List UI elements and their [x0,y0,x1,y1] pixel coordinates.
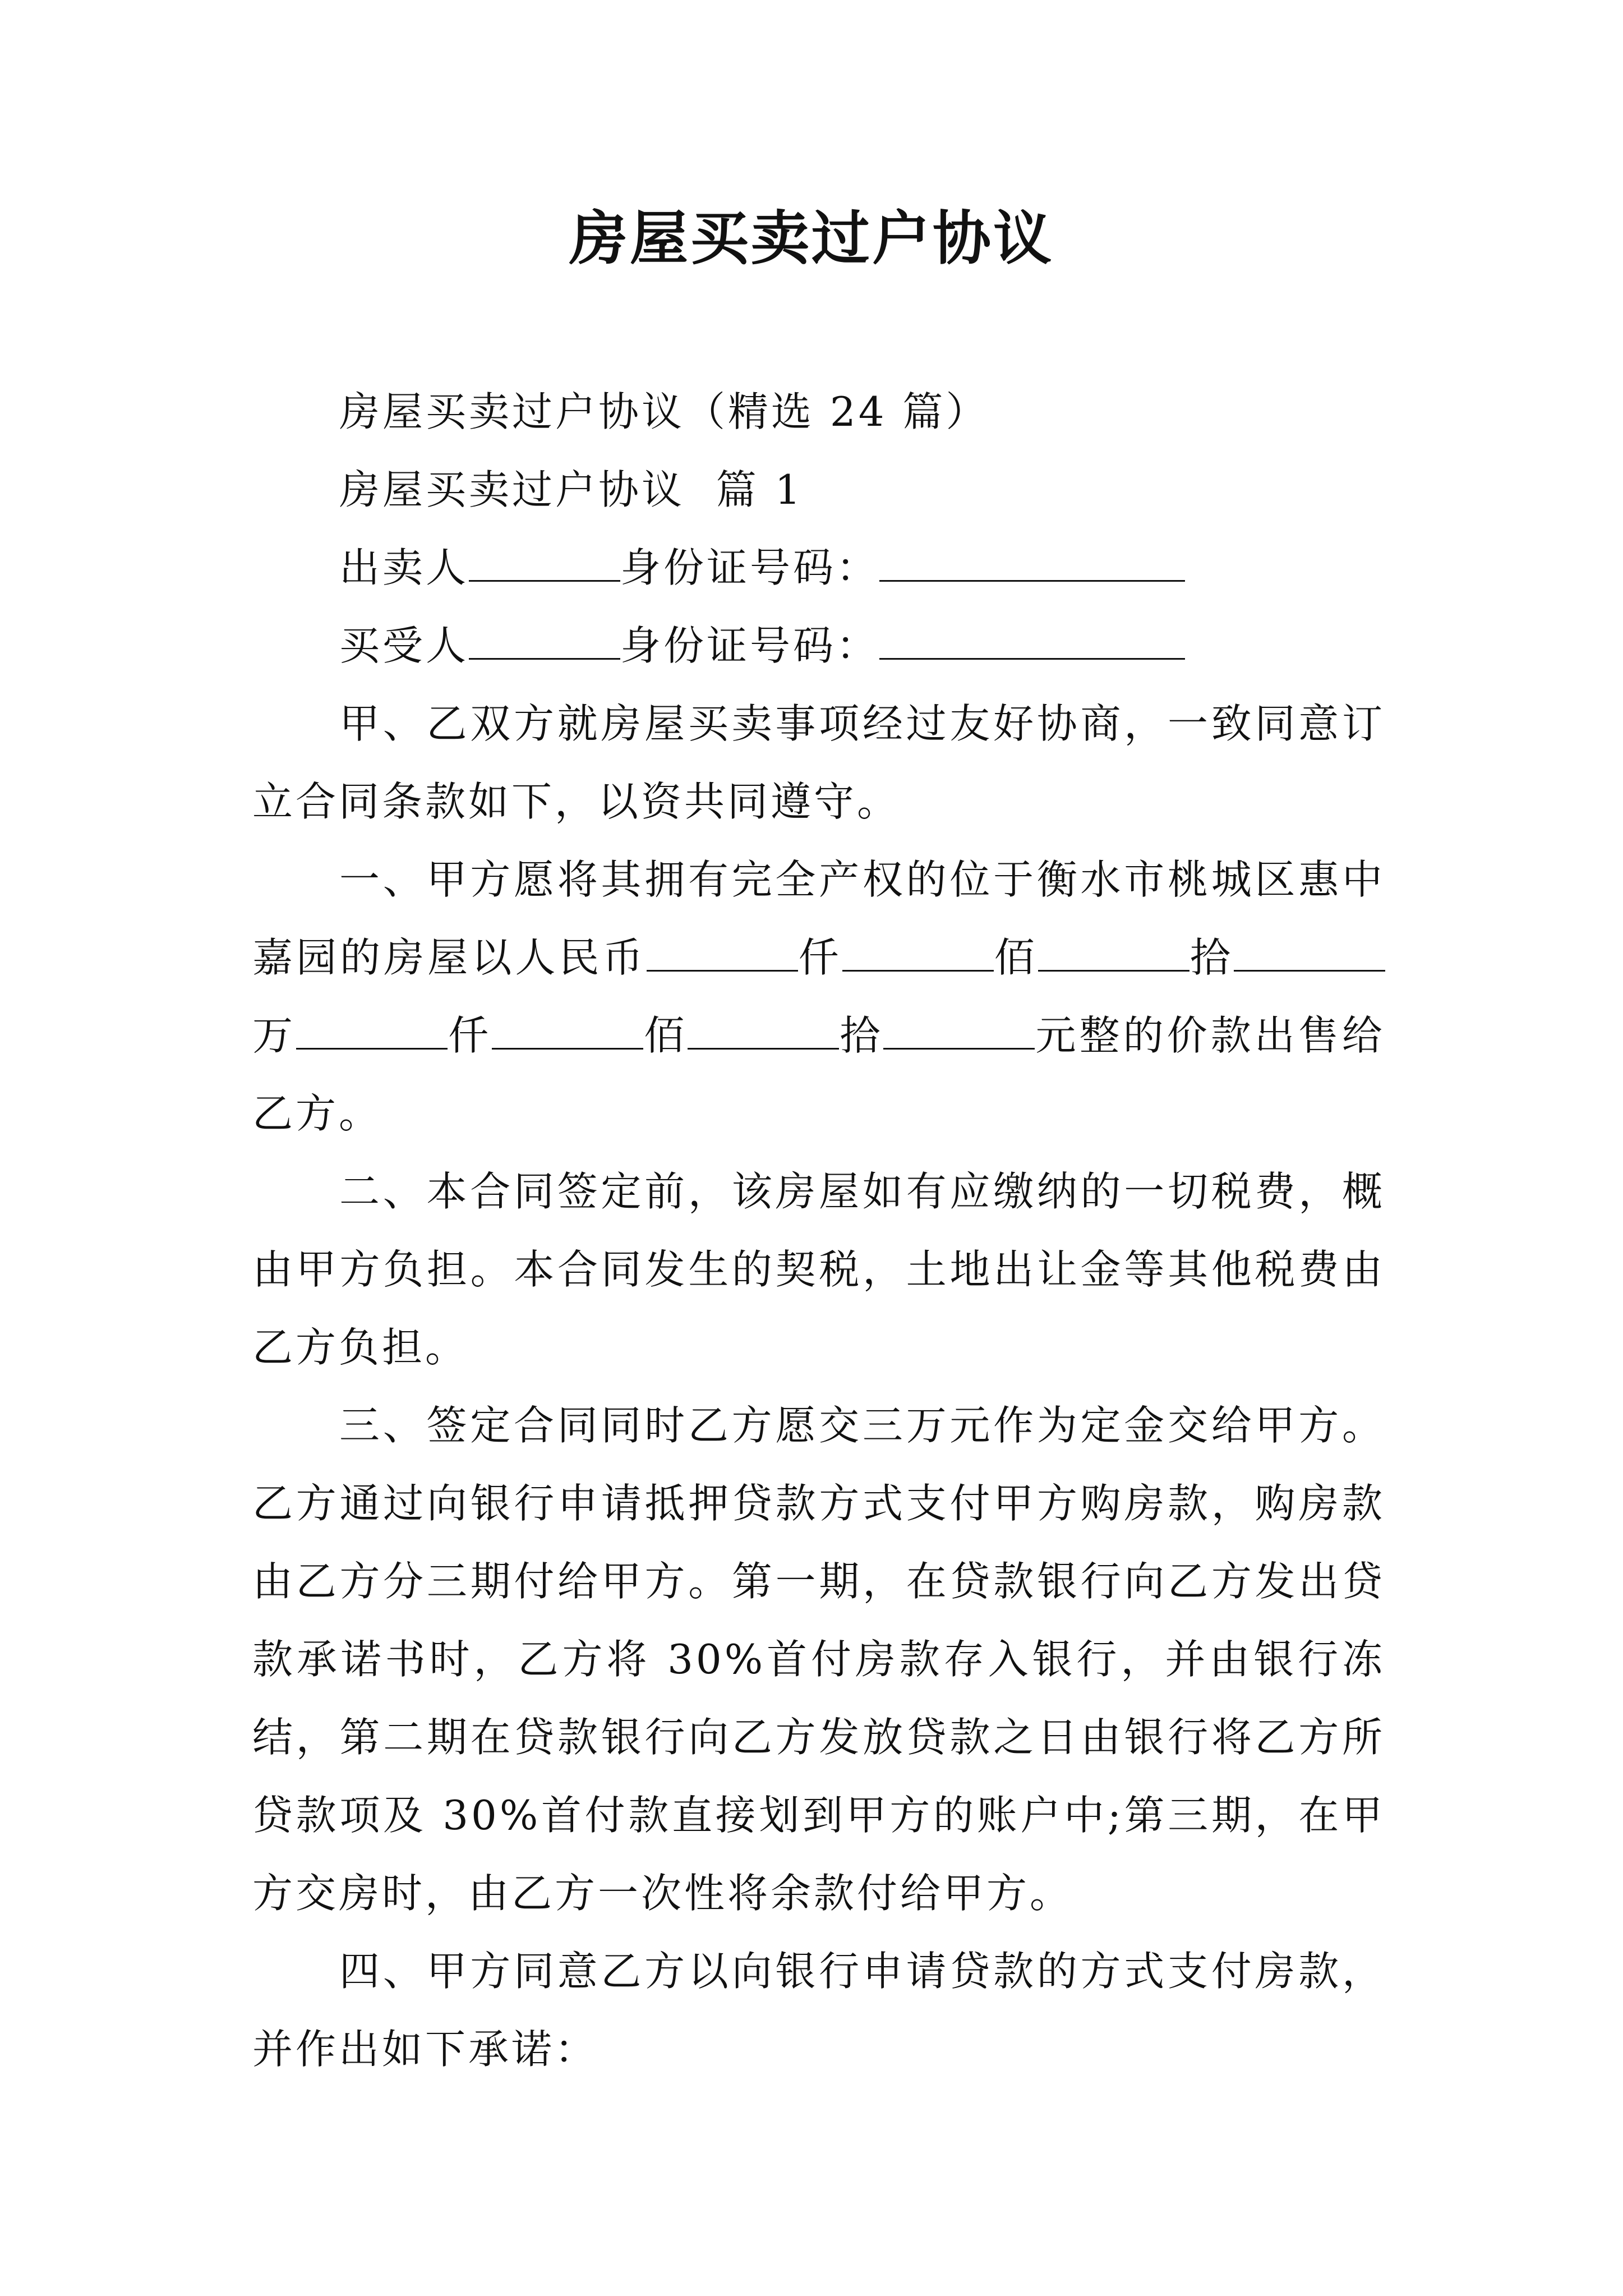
section-heading [252,451,1385,529]
unit-wan: 万 [252,1012,297,1059]
unit-qian: 仟 [448,1012,492,1059]
seller-line [252,529,1385,607]
clause-1-tail: 元整的价款出售给乙方。 [252,1012,1385,1137]
price-blank [647,925,798,972]
section-number: 篇 1 [716,466,804,513]
unit-bai: 佰 [643,1012,688,1059]
intro-paragraph: 甲、乙双方就房屋买卖事项经过友好协商，一致同意订立合同条款如下，以资共同遵守。 [252,700,1385,825]
unit-qian: 仟 [797,934,842,981]
seller-id-label: 身份证号码： [620,544,880,591]
clause-1-lead: 一、甲方愿将其拥有完全产权的位于衡水市桃城区惠中嘉园的房屋以人民币 [252,856,1385,981]
unit-shi: 拾 [839,1012,884,1059]
price-blank [296,1003,448,1050]
price-blank [492,1003,643,1050]
seller-label: 出卖人 [339,544,469,591]
seller-id-blank [879,535,1185,582]
document-body [252,373,1385,2088]
price-blank [1038,925,1189,972]
section-heading-text: 房屋买卖过户协议 [339,466,685,513]
buyer-id-label: 身份证号码： [620,622,880,669]
buyer-line [252,607,1385,685]
clause-1-paragraph [252,841,1385,1153]
buyer-id-blank [879,613,1185,660]
price-blank [1234,925,1385,972]
buyer-name-blank [469,613,620,660]
buyer-label: 买受人 [339,622,469,669]
clause-3-paragraph: 三、签定合同同时乙方愿交三万元作为定金交给甲方。乙方通过向银行申请抵押贷款方式支付甲方购房款，购房款由乙方分三期付给甲方。第一期，在贷款银行向乙方发出贷款承诺书时，乙方将 30%首付房款存入银行，并由银行冻结，第二期在贷款银行向乙方发放贷款之日由银行将乙方所贷款项及 30%首付款直接划到甲方的账户中;第三期，在甲方交房时，由乙方一次性将余款付给甲方。 [252,1402,1385,1917]
price-blank [842,925,994,972]
clause-2-paragraph: 二、本合同签定前，该房屋如有应缴纳的一切税费，概由甲方负担。本合同发生的契税，土地出让金等其他税费由乙方负担。 [252,1168,1385,1371]
price-blank [883,1003,1035,1050]
document-title: 房屋买卖过户协议 [569,204,1054,273]
unit-shi: 拾 [1189,934,1234,981]
seller-name-blank [469,535,620,582]
document-subtitle: 房屋买卖过户协议（精选 24 篇） [339,388,989,435]
clause-4-paragraph: 四、甲方同意乙方以向银行申请贷款的方式支付房款，并作出如下承诺： [252,1948,1385,2073]
price-blank [688,1003,839,1050]
unit-bai: 佰 [993,934,1038,981]
